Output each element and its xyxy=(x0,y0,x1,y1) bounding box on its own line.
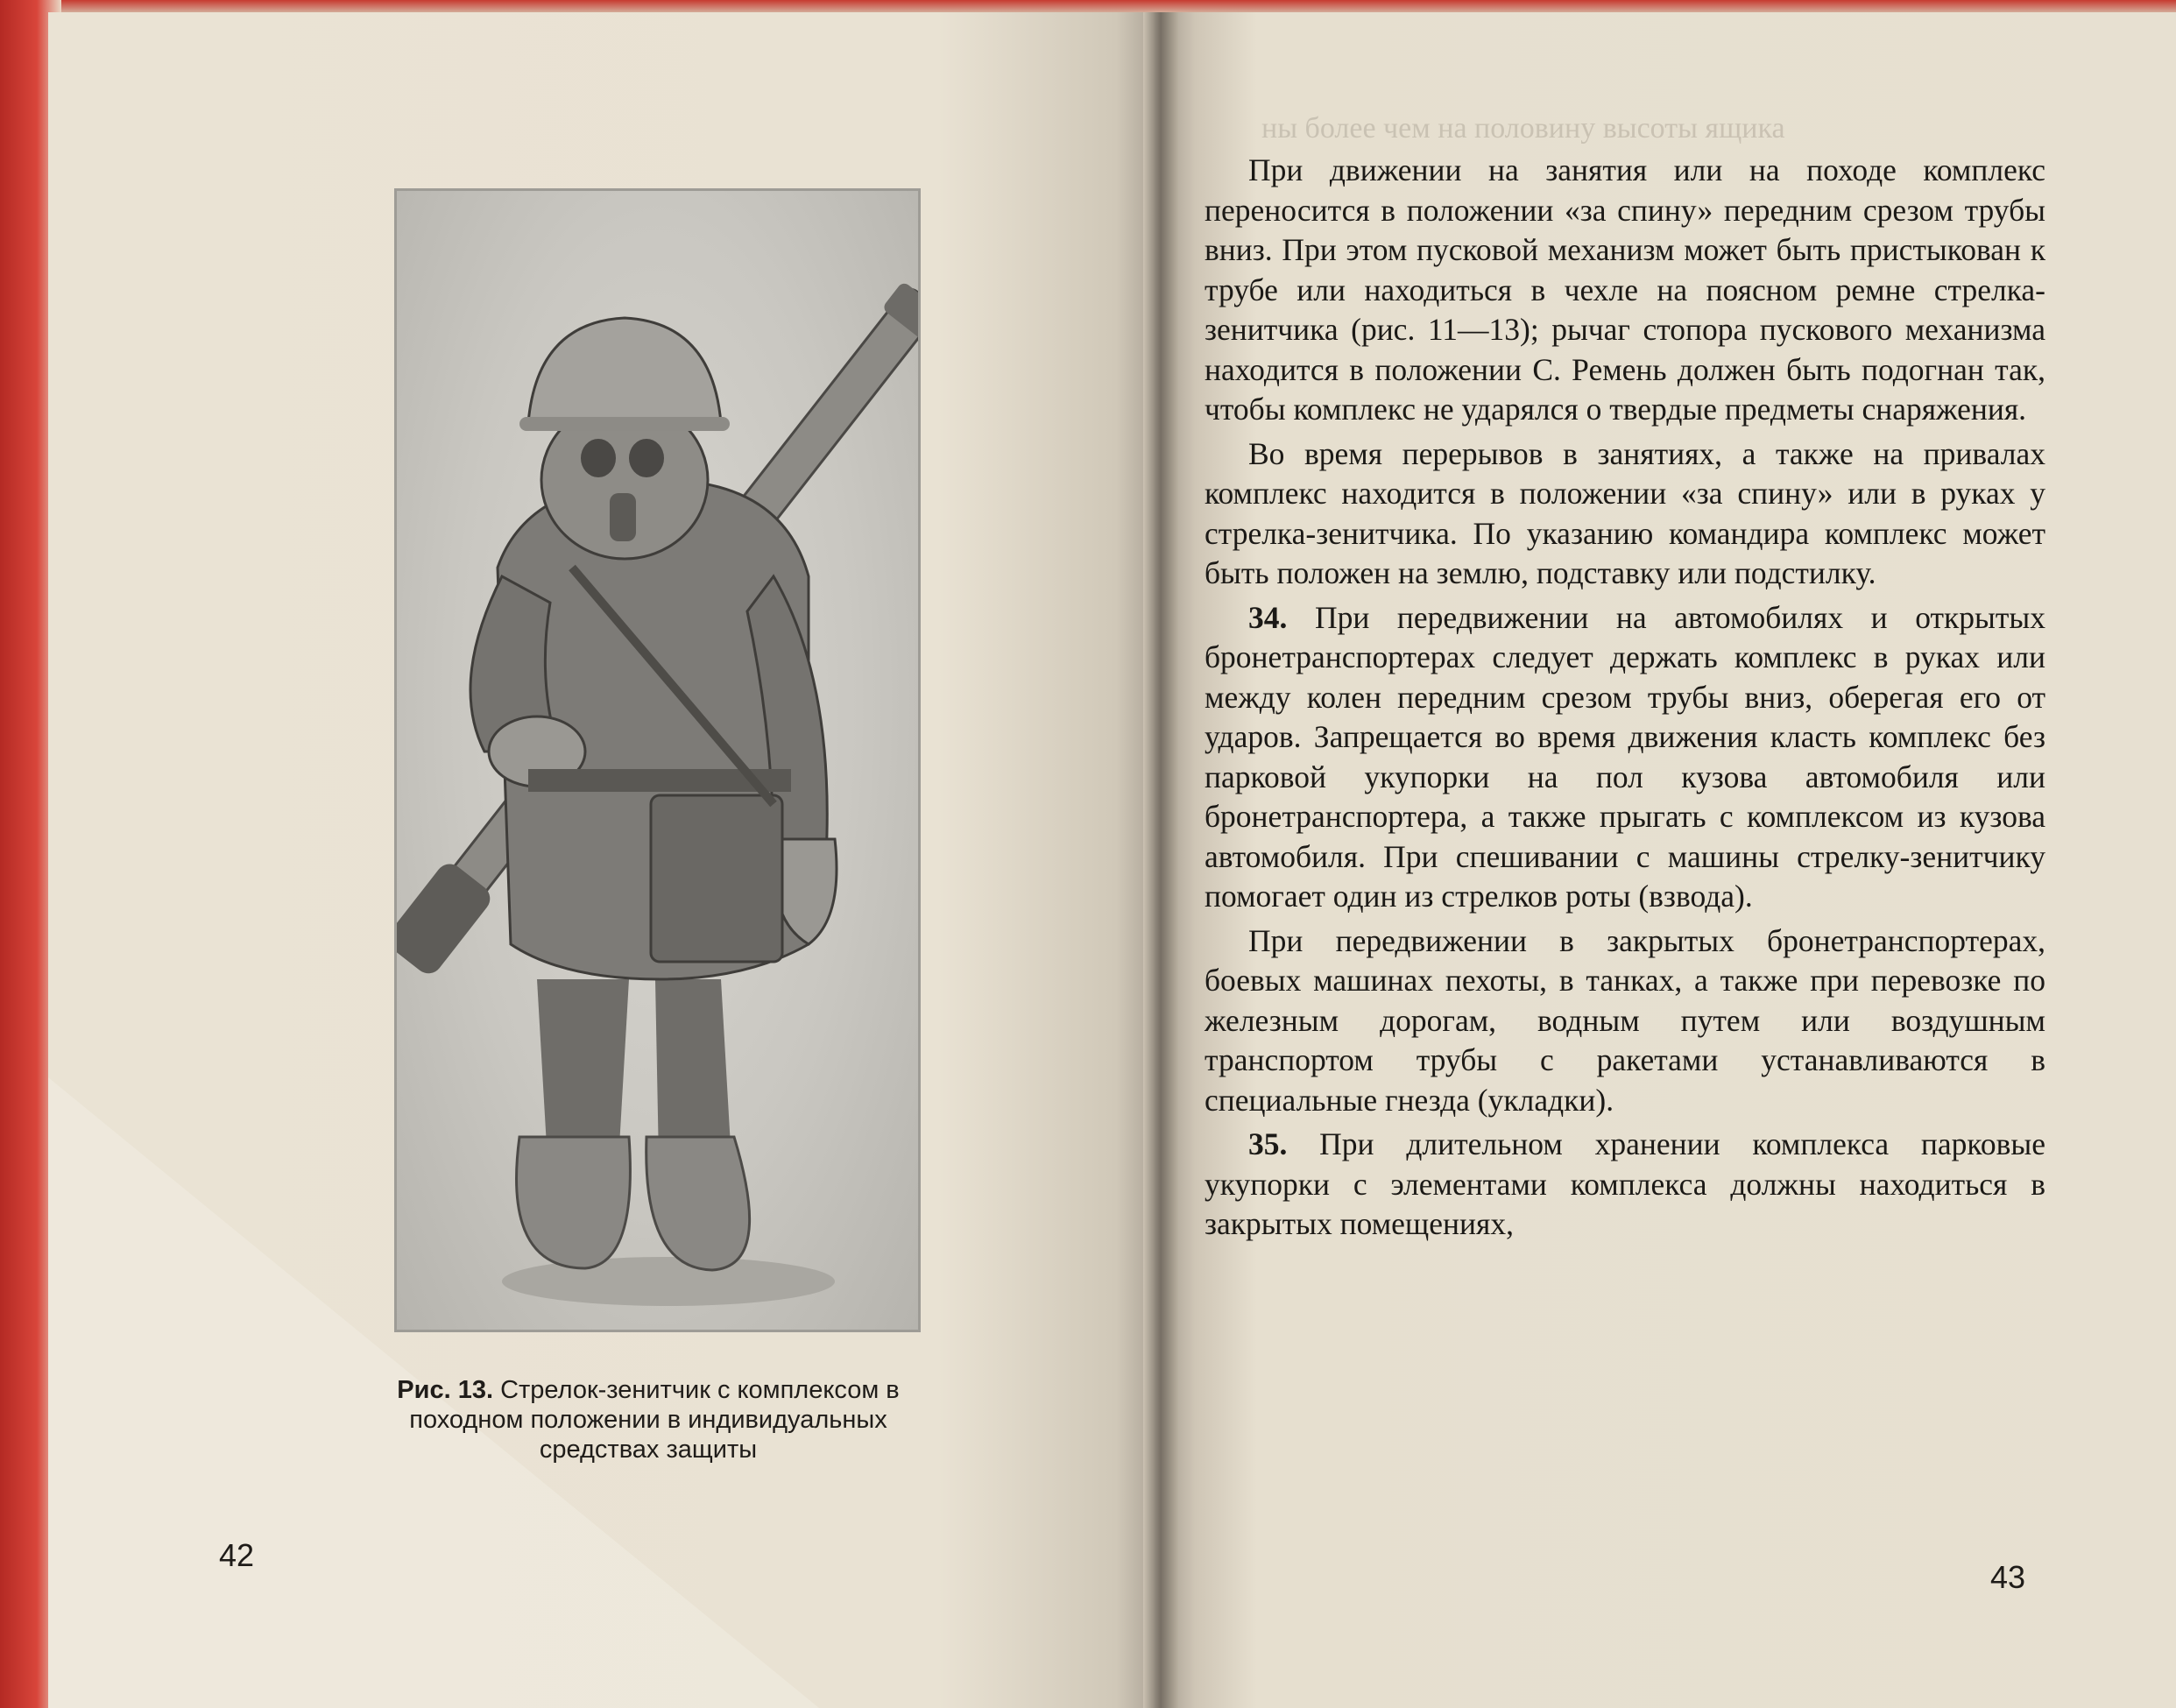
paragraph xyxy=(1205,434,2045,594)
paragraph xyxy=(1205,151,2045,430)
paragraph xyxy=(1205,921,2045,1121)
bleed-through-text: ны более чем на половину высоты ящика xyxy=(1261,112,1785,145)
paragraph-text: При движении на занятия или на походе комплекс переносится в положении «за спину» передним срезом трубы вниз. При этом пусковой механизм может быть пристыкован к трубе или находиться в чехле на поясном ремне стрелка-зенитчика (рис. 11—13); рычаг стопора пускового механизма находится в положении С. Ремень должен быть подогнан так, чтобы комплекс не ударялся о твердые предметы снаряжения. xyxy=(1205,152,2045,427)
figure-13-illustration xyxy=(394,188,921,1332)
paragraph-text: При длительном хранении комплекса парковые укупорки с элементами комплекса должны находиться в закрытых помещениях, xyxy=(1205,1126,2045,1241)
paragraph-text: При передвижении в закрытых бронетранспортерах, боевых машинах пехоты, в танках, а также при перевозке по железным дорогам, водным путем или воздушным транспортом трубы с ракетами устанавливаются в специальные гнезда (укладки). xyxy=(1205,922,2045,1118)
paragraph-number: 34. xyxy=(1248,599,1288,635)
figure-label: Рис. 13. xyxy=(397,1376,494,1404)
page-number-right: 43 xyxy=(1990,1559,2026,1595)
body-text xyxy=(1205,151,2045,1249)
paragraph xyxy=(1205,1125,2045,1245)
paragraph-text: Во время перерывов в занятиях, а также на привалах комплекс находится в положении «за спину» или в руках у стрелка-зенитчика. По указанию командира комплекс может быть положен на землю, подставку или подстилку. xyxy=(1205,435,2045,590)
page-number-left: 42 xyxy=(219,1537,255,1573)
soldier-with-launcher-image xyxy=(397,191,918,1330)
figure-caption-text: Стрелок-зенитчик с комплексом в походном положении в индивидуальных средствах защиты xyxy=(409,1376,900,1464)
paragraph xyxy=(1205,598,2045,917)
book-gutter xyxy=(1143,12,1178,1708)
paragraph-number: 35. xyxy=(1248,1126,1288,1161)
figure-caption xyxy=(359,1375,937,1465)
paragraph-text: При передвижении на автомобилях и открытых бронетранспортерах следует держать комплекс в руках или между колен передним срезом трубы вниз, оберегая его от ударов. Запрещается во время движения класть комплекс без парковой укупорки на пол кузова автомобиля или бронетранспортера, а также прыгать с комплексом из кузова автомобиля. При спешивании с машины стрелку-зенитчику помогает один из стрелков роты (взвода). xyxy=(1205,599,2045,914)
